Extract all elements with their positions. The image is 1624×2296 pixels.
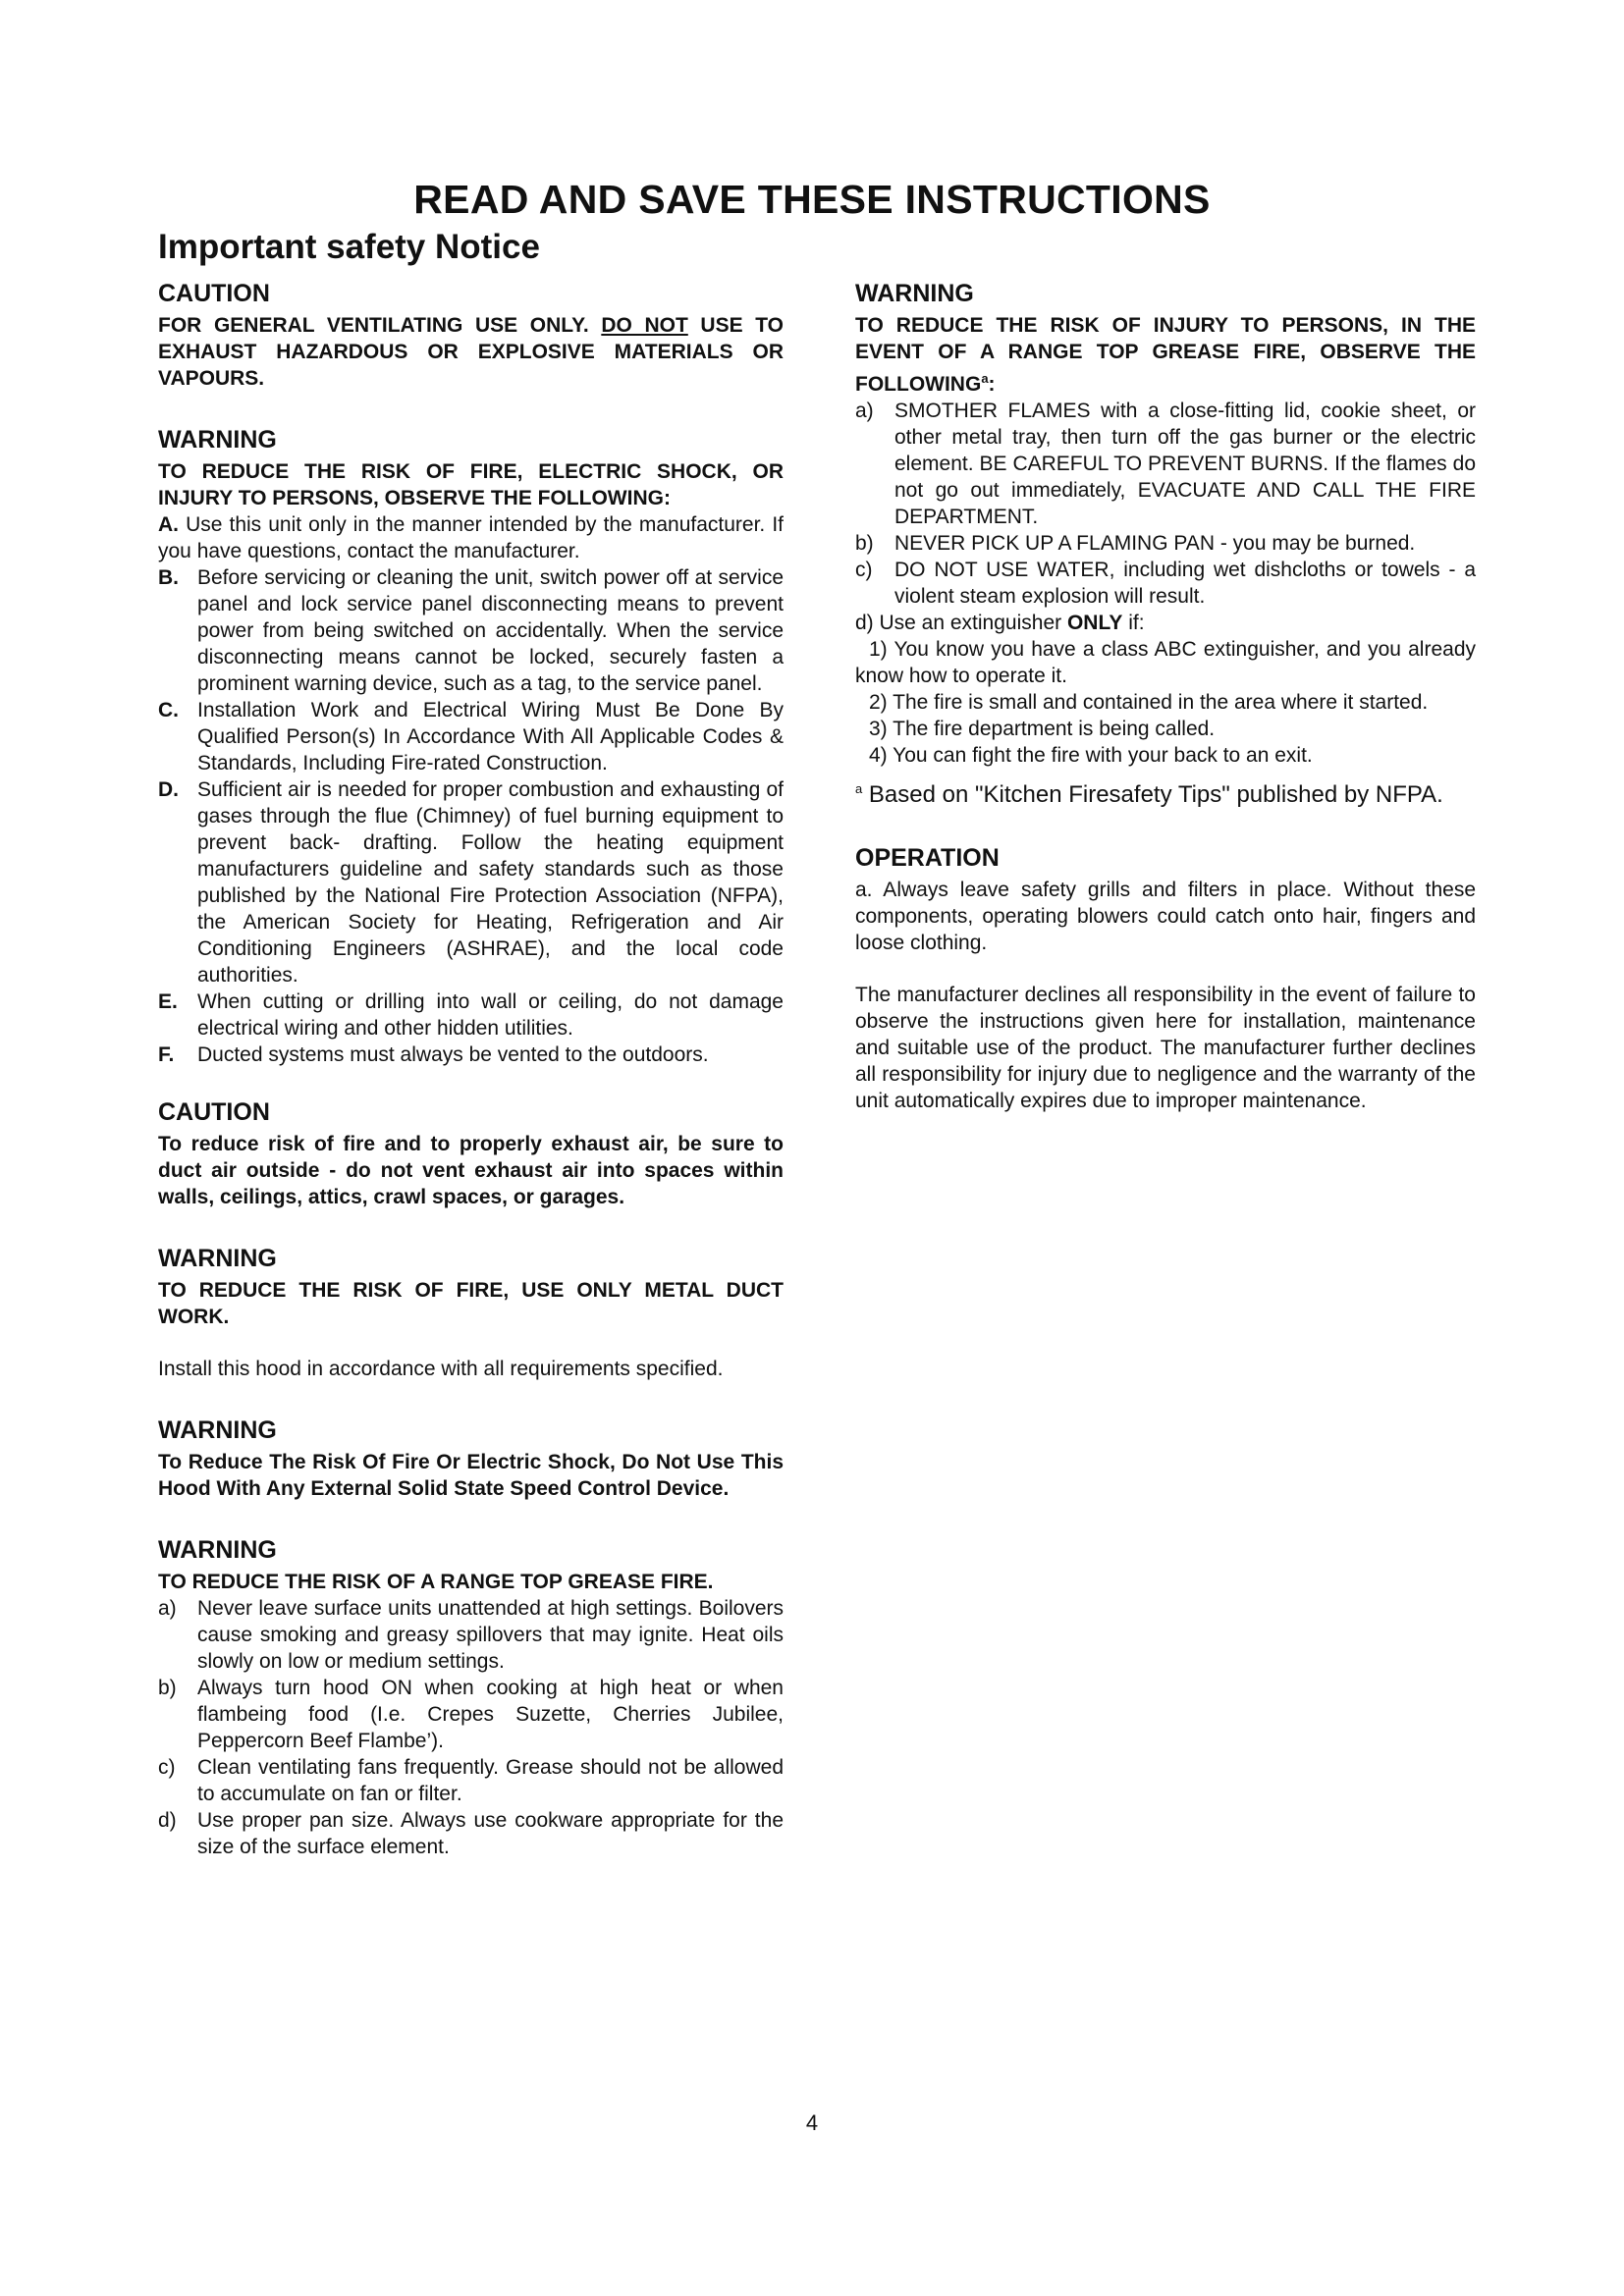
footnote-ref: a — [981, 371, 989, 386]
left-column — [158, 279, 784, 1894]
caution-heading: CAUTION — [158, 280, 270, 307]
caution-duct-outside — [158, 1097, 784, 1210]
sub-item: 2) The fire is small and contained in the area where it started. — [869, 691, 1429, 714]
list-item: A. Use this unit only in the manner intended by the manufacturer. If you have questions, contact the manufacturer. — [158, 513, 784, 562]
list-item: F. Ducted systems must always be vented to the outdoors. — [158, 1043, 709, 1066]
warning-grease-fire-event — [855, 279, 1476, 810]
list-item: b) Always turn hood ON when cooking at high heat or when flambeing food (I.e. Crepes Suzette, Cherries Jubilee, Peppercorn Beef Flambe’). — [158, 1677, 784, 1752]
list-item: C. Installation Work and Electrical Wiring Must Be Done By Qualified Person(s) In Accordance With All Applicable Codes & Standards, Including Fire-rated Construction. — [158, 699, 784, 774]
sub-item: 1) You know you have a class ABC extinguisher, and you already know how to operate it. — [855, 638, 1476, 687]
list-item: d) Use an extinguisher ONLY if: — [855, 612, 1145, 634]
warning-heading: WARNING — [855, 280, 974, 307]
caution-text: FOR GENERAL VENTILATING USE ONLY. DO NOT USE TO EXHAUST HAZARDOUS OR EXPLOSIVE MATERIALS OR VAPOURS. — [158, 314, 785, 390]
operation-text: a. Always leave safety grills and filters in place. Without these components, operating blowers could catch onto hair, fingers and loose clothing. — [855, 879, 1476, 954]
list-item: a) Never leave surface units unattended at high settings. Boilovers cause smoking and greasy spillovers that may ignite. Heat oils slowly on low or medium settings. — [158, 1597, 784, 1673]
operation-section — [855, 843, 1476, 1114]
install-note: Install this hood in accordance with all requirements specified. — [158, 1358, 724, 1380]
warning-intro: TO REDUCE THE RISK OF FIRE, ELECTRIC SHOCK, OR INJURY TO PERSONS, OBSERVE THE FOLLOWING: — [158, 460, 784, 509]
warning-grease-fire — [158, 1535, 784, 1860]
page-title: READ AND SAVE THESE INSTRUCTIONS — [413, 177, 1211, 222]
caution-general-use — [158, 279, 784, 392]
sub-item: 4) You can fight the fire with your back to an exit. — [869, 744, 1313, 767]
caution-text: To reduce risk of fire and to properly exhaust air, be sure to duct air outside - do not vent exhaust air into spaces within walls, ceilings, attics, crawl spaces, or garages. — [158, 1133, 784, 1208]
warning-text: To Reduce The Risk Of Fire Or Electric Shock, Do Not Use This Hood With Any External Solid State Speed Control Device. — [158, 1451, 784, 1500]
warning-intro: TO REDUCE THE RISK OF INJURY TO PERSONS, IN THE EVENT OF A RANGE TOP GREASE FIRE, OBSERVE THE FOLLOWING$^a$: — [855, 314, 1476, 396]
list-item: D. Sufficient air is needed for proper combustion and exhausting of gases through the flue (Chimney) of fuel burning equipment to prevent back- drafting. Follow the heating equipment manufacturers guideline and safety standards such as those published by the National Fire Protection Association (NFPA), the American Society for Heating, Refrigeration and Air Conditioning Engineers (ASHRAE), and the local code authorities. — [158, 778, 784, 987]
warning-heading: WARNING — [158, 1245, 277, 1272]
warning-heading: WARNING — [158, 426, 277, 454]
warning-fire-shock — [158, 425, 784, 1068]
warning-metal-duct — [158, 1244, 784, 1382]
page-subtitle: Important safety Notice — [158, 228, 540, 266]
operation-heading: OPERATION — [855, 844, 1000, 872]
list-item: a) SMOTHER FLAMES with a close-fitting lid, cookie sheet, or other metal tray, then turn off the gas burner or the electric element. BE CAREFUL TO PREVENT BURNS. If the flames do not go out immediately, EVACUATE AND CALL THE FIRE DEPARTMENT. — [855, 400, 1476, 528]
list-item: d) Use proper pan size. Always use cookware appropriate for the size of the surface element. — [158, 1809, 784, 1858]
warning-text: TO REDUCE THE RISK OF FIRE, USE ONLY METAL DUCT WORK. — [158, 1279, 784, 1328]
list-item: E. When cutting or drilling into wall or ceiling, do not damage electrical wiring and other hidden utilities. — [158, 990, 784, 1040]
list-item: c) DO NOT USE WATER, including wet dishcloths or towels - a violent steam explosion will result. — [855, 559, 1476, 608]
do-not-underlined: DO NOT — [601, 314, 688, 337]
warning-heading: WARNING — [158, 1416, 277, 1444]
disclaimer-text: The manufacturer declines all responsibility in the event of failure to observe the instructions given here for installation, maintenance and suitable use of the product. The manufacturer further declines all responsibility for injury due to negligence and the warranty of the unit automatically expires due to improper maintenance. — [855, 984, 1476, 1112]
caution-heading: CAUTION — [158, 1098, 270, 1126]
list-item: c) Clean ventilating fans frequently. Grease should not be allowed to accumulate on fan or filter. — [158, 1756, 784, 1805]
warning-speed-control — [158, 1415, 784, 1502]
footnote: $^a$ Based on "Kitchen Firesafety Tips" published by NFPA. — [855, 781, 1443, 808]
right-column — [855, 279, 1476, 1148]
sub-item: 3) The fire department is being called. — [869, 718, 1216, 740]
list-item: B. Before servicing or cleaning the unit, switch power off at service panel and lock service panel disconnecting means to prevent power from being switched on accidentally. When the service disconnecting means cannot be locked, securely fasten a prominent warning device, such as a tag, to the service panel. — [158, 566, 784, 695]
list-item: b) NEVER PICK UP A FLAMING PAN - you may be burned. — [855, 532, 1416, 555]
warning-intro: TO REDUCE THE RISK OF A RANGE TOP GREASE FIRE. — [158, 1571, 714, 1593]
warning-heading: WARNING — [158, 1536, 277, 1564]
page-number: 4 — [805, 2110, 819, 2135]
